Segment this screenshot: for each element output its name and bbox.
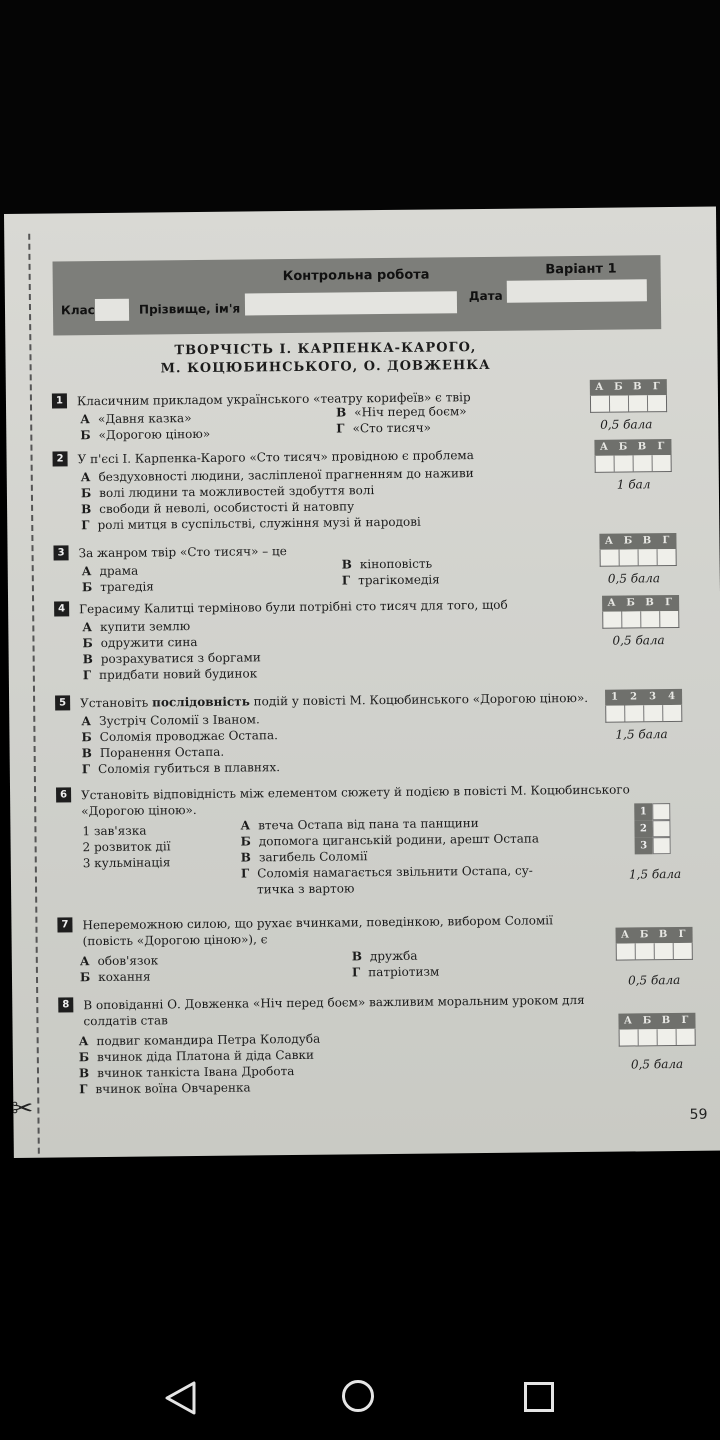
option[interactable] <box>80 952 159 969</box>
question-number: 5 <box>55 695 70 710</box>
date-label: Дата <box>468 288 503 304</box>
option[interactable] <box>82 578 154 595</box>
question-number: 8 <box>58 997 73 1012</box>
option-letter: В <box>341 557 352 572</box>
option-text: Соломія губиться в плавнях. <box>98 760 281 777</box>
grid-number: 3 <box>635 837 653 854</box>
option-text: купити землю <box>100 619 191 635</box>
question-number: 6 <box>56 787 71 802</box>
option-text: свободи й неволі, особистості й натовпу <box>99 499 355 517</box>
scissors-icon: ✂ <box>11 1093 34 1124</box>
date-field[interactable] <box>507 279 647 302</box>
answer-grid[interactable] <box>618 1013 695 1047</box>
question-number: 2 <box>52 451 67 466</box>
grid-letter: Г <box>681 1014 689 1026</box>
option-letter: А <box>80 470 91 485</box>
worksheet-page <box>4 207 720 1158</box>
question-text: Непереможною силою, що рухає вчинками, поведінкою, вибором Соломії (повість «Дорогою ціною»), є <box>82 913 553 949</box>
option-text: дружба <box>369 948 418 964</box>
option <box>81 711 260 729</box>
option-letter: Б <box>79 970 91 985</box>
option-letter: А <box>82 620 93 635</box>
option-letter: Г <box>81 518 90 533</box>
grid-number: 4 <box>668 690 676 703</box>
question-text: Герасиму Калитці терміново були потрібні сто тисяч для того, щоб <box>79 597 508 617</box>
grid-letter: Б <box>639 929 649 941</box>
option[interactable] <box>79 1079 251 1097</box>
option-text: вчинок воїна Овчаренка <box>95 1080 251 1097</box>
sequence-grid[interactable] <box>605 689 682 723</box>
option-letter: Г <box>82 668 92 683</box>
option-letter: Б <box>78 1050 90 1065</box>
home-icon[interactable] <box>342 1380 374 1412</box>
question-text-emphasis: послідовність <box>152 694 250 710</box>
option[interactable] <box>352 963 440 980</box>
option-text: кіноповість <box>359 556 433 572</box>
question-6 <box>56 781 636 819</box>
grid-letter: Г <box>657 441 665 453</box>
option[interactable] <box>352 948 418 965</box>
option-text: волі людини та можливостей здобуття волі <box>99 483 375 501</box>
option-letter: В <box>81 746 92 761</box>
match-right-item-continuation: тичка з вартою <box>257 881 355 897</box>
name-label: Прізвище, ім'я <box>138 301 241 317</box>
option-text: «Давня казка» <box>97 411 192 427</box>
grid-letter: В <box>661 1015 671 1027</box>
page-number: 59 <box>689 1106 708 1123</box>
option-text: вчинок танкіста Івана Дробота <box>97 1064 295 1081</box>
points-label: 0,5 бала <box>612 633 665 648</box>
answer-grid[interactable] <box>590 379 667 413</box>
question-text-part: Установіть <box>80 695 153 711</box>
question-text: Установіть відповідність між елементом сюжету й подією в повісті М. Коцюбинського «Дорогою ціною». <box>81 782 630 819</box>
question-text <box>80 690 588 711</box>
option-letter: Б <box>80 486 92 501</box>
option-text: придбати новий будинок <box>99 666 258 683</box>
question-number: 7 <box>57 917 72 932</box>
option-letter: В <box>81 502 92 517</box>
question-8 <box>58 992 618 1030</box>
points-label: 0,5 бала <box>630 1056 684 1072</box>
option[interactable] <box>80 969 151 986</box>
class-label: Клас <box>60 303 95 318</box>
recent-apps-icon[interactable] <box>524 1382 554 1412</box>
option-letter: А <box>240 818 251 833</box>
question-5 <box>55 690 588 712</box>
option[interactable] <box>81 514 421 534</box>
option-text: «Сто тисяч» <box>352 420 432 436</box>
answer-grid[interactable] <box>616 927 693 961</box>
class-field[interactable] <box>95 299 129 321</box>
option-letter: Г <box>341 573 351 588</box>
match-left-item: 2 розвиток дії <box>82 839 171 855</box>
option-text: трагедія <box>100 579 154 595</box>
option-letter: Б <box>82 636 93 651</box>
match-left-item: 1 зав'язка <box>82 823 147 839</box>
grid-number: 2 <box>630 691 638 703</box>
title-line-2: М. КОЦЮБИНСЬКОГО, О. ДОВЖЕНКА <box>160 357 491 377</box>
test-header <box>53 255 662 335</box>
option-letter: Б <box>80 428 91 443</box>
question-4 <box>54 597 508 618</box>
option-letter: Г <box>240 866 250 881</box>
option-text: драма <box>99 563 139 579</box>
option[interactable] <box>82 634 197 651</box>
option[interactable] <box>82 563 139 580</box>
grid-letter: А <box>595 381 604 393</box>
match-right-item <box>241 862 533 881</box>
option <box>82 744 225 761</box>
grid-letter: Б <box>642 1015 652 1027</box>
grid-letter: В <box>642 535 652 547</box>
option[interactable] <box>336 403 467 420</box>
question-2 <box>52 447 473 467</box>
option-text: бездуховності людини, засліпленої прагненням до наживи <box>98 466 474 485</box>
name-field[interactable] <box>245 291 457 315</box>
grid-letter: Г <box>665 597 673 609</box>
header-title: Контрольна робота <box>282 267 430 285</box>
option[interactable] <box>80 410 192 427</box>
grid-letter: Б <box>626 597 635 609</box>
option[interactable] <box>83 649 261 667</box>
option[interactable] <box>83 665 258 683</box>
grid-letter: А <box>620 929 630 941</box>
question-text: В оповіданні О. Довженка «Ніч перед боєм» важливим моральним уроком для солдатів став <box>83 992 585 1029</box>
option-text: Соломія намагається звільнити Остапа, су- <box>257 863 533 881</box>
option-letter: Г <box>336 421 345 436</box>
option-letter: В <box>82 652 93 667</box>
option-letter: Г <box>81 762 91 777</box>
grid-letter: Б <box>623 535 633 547</box>
grid-letter: В <box>658 929 668 941</box>
cut-line <box>28 234 40 1154</box>
option-text: вчинок діда Платона й діда Савки <box>97 1047 315 1065</box>
option <box>81 727 278 745</box>
points-label: 0,5 бала <box>607 571 661 586</box>
grid-letter: Б <box>614 381 623 393</box>
option-text: допомога циганській родини, арешт Остапа <box>258 831 540 849</box>
grid-letter: А <box>607 597 616 609</box>
question-text-part: подій у повісті М. Коцюбинського «Дорогою ціною». <box>249 690 589 709</box>
option-letter: А <box>80 412 91 427</box>
option[interactable] <box>342 556 433 573</box>
option-text: «Ніч перед боєм» <box>354 404 467 420</box>
option-letter: А <box>81 714 92 729</box>
option[interactable] <box>82 618 190 635</box>
option-letter: Б <box>81 580 93 595</box>
answer-grid[interactable] <box>594 439 671 473</box>
option-text: одружити сина <box>100 634 198 651</box>
option[interactable] <box>79 1063 295 1081</box>
option-text: втеча Остапа від пана та панщини <box>258 816 479 833</box>
option-letter: А <box>81 564 92 579</box>
points-label: 1,5 бала <box>628 866 682 882</box>
grid-letter: В <box>645 597 654 609</box>
grid-letter: Г <box>678 928 686 940</box>
option-letter: В <box>351 949 363 964</box>
option-letter: Г <box>351 965 361 980</box>
android-nav-bar <box>0 1352 720 1440</box>
option-text: розрахуватися з боргами <box>100 650 261 667</box>
option-text: подвиг командира Петра Колодуба <box>96 1031 321 1049</box>
page-title <box>155 339 495 379</box>
question-number: 4 <box>54 601 69 616</box>
question-number: 1 <box>52 393 67 408</box>
question-number: 3 <box>53 545 68 560</box>
question-text: За жанром твір «Сто тисяч» – це <box>78 544 287 561</box>
option-text: трагікомедія <box>358 572 440 588</box>
answer-grid[interactable] <box>602 595 679 629</box>
option-letter: Г <box>79 1082 88 1097</box>
points-label: 0,5 бала <box>600 417 653 432</box>
grid-letter: В <box>633 381 642 393</box>
option-letter: В <box>240 850 251 865</box>
grid-number: 3 <box>649 691 657 703</box>
variant-label: Варіант 1 <box>545 261 617 278</box>
option-letter: В <box>336 405 347 420</box>
grid-number: 1 <box>611 691 619 703</box>
option-letter: А <box>78 1034 89 1049</box>
match-left-item: 3 кульмінація <box>82 855 171 871</box>
option-text: загибель Соломії <box>258 849 368 865</box>
option-text: ролі митця в суспільстві, служіння музі й народові <box>97 514 421 533</box>
option-letter: Б <box>240 834 251 849</box>
question-7 <box>57 912 617 950</box>
option-text: Соломія проводжає Остапа. <box>99 728 278 745</box>
option-text: «Дорогою ціною» <box>98 426 211 443</box>
question-text: Класичним прикладом українського «театру корифеїв» є твір <box>76 390 471 409</box>
option[interactable] <box>336 420 431 437</box>
grid-letter: Г <box>662 535 670 547</box>
option-text: патріотизм <box>368 964 440 980</box>
grid-letter: А <box>599 441 609 453</box>
grid-letter: А <box>623 1015 633 1027</box>
match-grid[interactable] <box>634 803 671 854</box>
option[interactable] <box>80 426 210 443</box>
match-right-item <box>241 830 540 849</box>
grid-letter: В <box>637 441 647 453</box>
question-3 <box>53 543 286 561</box>
grid-number: 1 <box>634 803 652 820</box>
grid-number: 2 <box>634 820 652 837</box>
grid-letter: Б <box>618 441 628 453</box>
background <box>0 0 720 230</box>
option-text: обов'язок <box>97 953 159 969</box>
option-letter: А <box>79 954 90 969</box>
option-text: кохання <box>98 969 151 985</box>
title-line-1: ТВОРЧІСТЬ І. КАРПЕНКА-КАРОГО, <box>174 340 477 359</box>
back-icon[interactable] <box>164 1380 198 1416</box>
question-text: У п'єсі І. Карпенка-Карого «Сто тисяч» провідною є проблема <box>77 448 474 467</box>
option-text: Зустріч Соломії з Іваном. <box>99 712 260 729</box>
grid-letter: А <box>604 535 614 547</box>
points-label: 1 бал <box>616 477 651 492</box>
points-label: 1,5 бала <box>615 727 668 742</box>
option-letter: Б <box>81 730 92 745</box>
option[interactable] <box>342 571 440 588</box>
answer-grid[interactable] <box>599 533 676 567</box>
option <box>82 759 280 777</box>
option-letter: В <box>78 1066 90 1081</box>
points-label: 0,5 бала <box>627 972 681 988</box>
grid-letter: Г <box>652 381 660 393</box>
match-right-item <box>241 848 368 865</box>
option-text: Поранення Остапа. <box>99 744 225 761</box>
